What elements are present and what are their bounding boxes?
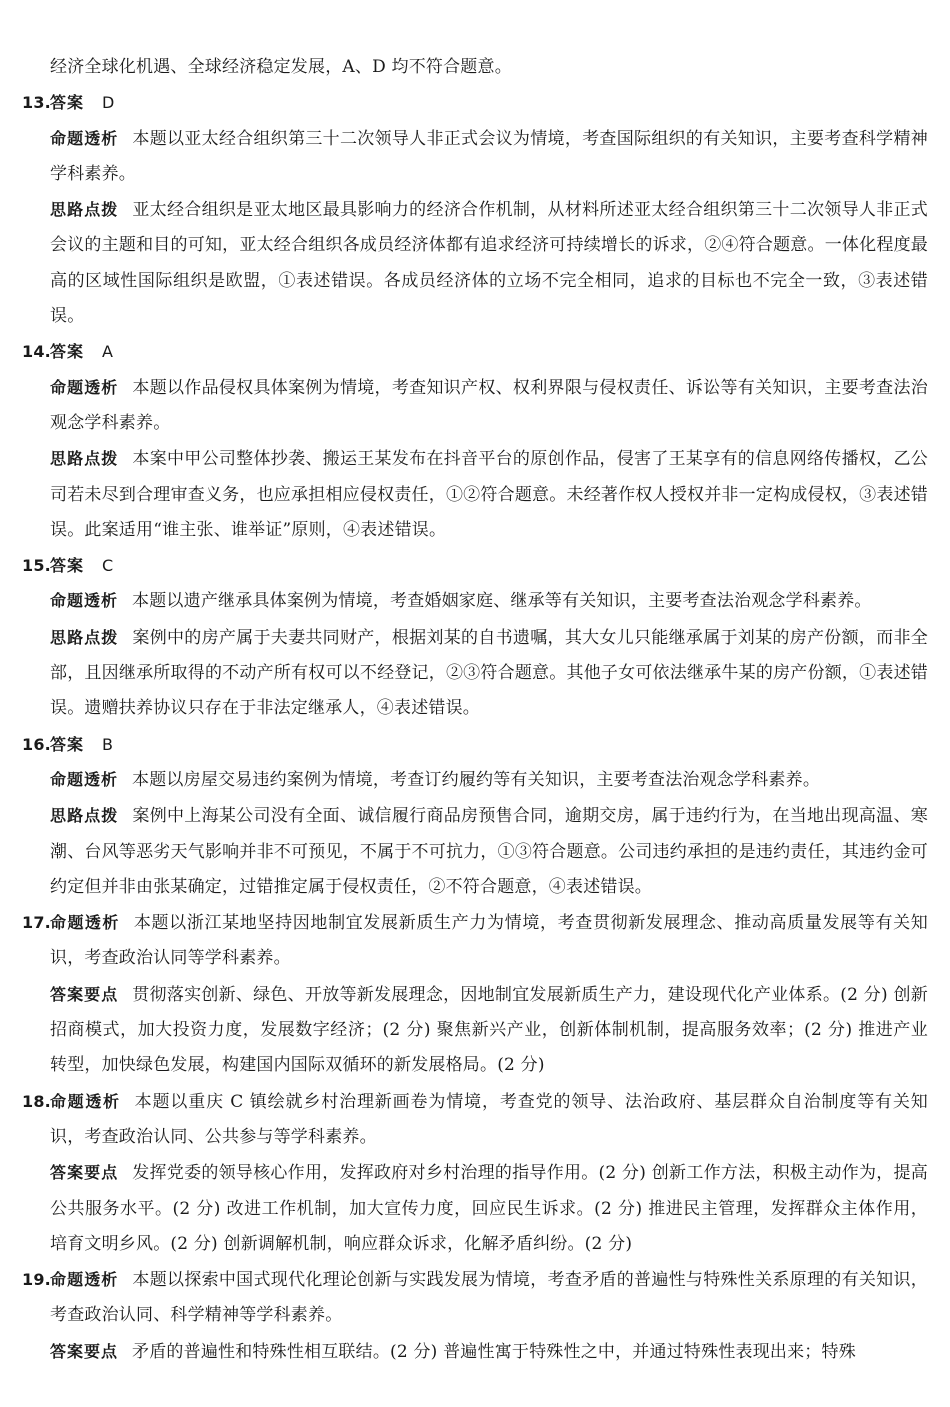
intent-text: 本题以房屋交易违约案例为情境，考查订约履约等有关知识，主要考查法治观念学科素养。 xyxy=(132,769,821,790)
answer-line xyxy=(22,85,928,120)
intent-paragraph xyxy=(22,583,928,619)
previous-answer-fragment: 经济全球化机遇、全球经济稳定发展，A、D 均不符合题意。 xyxy=(50,57,512,77)
question-number: 15. xyxy=(22,556,51,576)
key-points-text: 贯彻落实创新、绿色、开放等新发展理念，因地制宜发展新质生产力，建设现代化产业体系。(2 分) 创新招商模式，加大投资力度，发展数字经济；(2 分) 聚焦新兴产业，创新体制机制，提高服务效率；(2 分) 推进产业转型，加快绿色发展，构建国内国际双循环的新发展格局。(2 分) xyxy=(50,984,928,1076)
hint-label: 思路点拨 xyxy=(50,627,119,647)
key-points-label: 答案要点 xyxy=(50,1341,119,1361)
question-16 xyxy=(22,727,928,905)
intent-text: 本题以重庆 C 镇绘就乡村治理新画卷为情境，考查党的领导、法治政府、基层群众自治制度等有关知识，考查政治认同、公共参与等学科素养。 xyxy=(50,1091,928,1147)
intent-paragraph xyxy=(22,370,928,442)
intent-line xyxy=(22,1084,928,1156)
answer-line xyxy=(22,727,928,762)
intent-label: 命题透析 xyxy=(50,128,119,148)
answer-line xyxy=(22,548,928,583)
answer-choice: B xyxy=(102,734,114,754)
key-points-text: 矛盾的普遍性和特殊性相互联结。(2 分) 普遍性寓于特殊性之中，并通过特殊性表现出来；特殊 xyxy=(132,1341,856,1362)
answer-label: 答案 xyxy=(50,734,85,754)
question-17 xyxy=(22,905,928,1083)
answer-choice: D xyxy=(102,93,115,113)
intent-paragraph xyxy=(50,1084,928,1156)
hint-paragraph xyxy=(22,441,928,548)
hint-text: 案例中的房产属于夫妻共同财产，根据刘某的自书遗嘱，其大女儿只能继承属于刘某的房产份额，而非全部，且因继承所取得的不动产所有权可以不经登记，②③符合题意。其他子女可依法继承牛某的房产份额，①表述错误。遗赠扶养协议只存在于非法定继承人，④表述错误。 xyxy=(50,627,928,719)
hint-label: 思路点拨 xyxy=(50,806,119,826)
answer-label: 答案 xyxy=(50,342,85,362)
hint-paragraph xyxy=(22,798,928,905)
question-number: 19. xyxy=(22,1270,51,1290)
intent-line xyxy=(22,905,928,977)
intent-paragraph xyxy=(22,762,928,798)
key-points-label: 答案要点 xyxy=(50,984,119,1004)
intent-text: 本题以遗产继承具体案例为情境，考查婚姻家庭、继承等有关知识，主要考查法治观念学科素养。 xyxy=(132,591,872,612)
intent-text: 本题以浙江某地坚持因地制宜发展新质生产力为情境，考查贯彻新发展理念、推动高质量发展等有关知识，考查政治认同等学科素养。 xyxy=(50,913,928,969)
question-number: 16. xyxy=(22,734,51,754)
answer-line xyxy=(22,334,928,369)
intent-paragraph xyxy=(22,121,928,193)
question-14 xyxy=(22,334,928,548)
question-number: 17. xyxy=(22,913,51,933)
hint-paragraph xyxy=(22,192,928,334)
intent-label: 命题透析 xyxy=(50,1270,119,1290)
question-number: 14. xyxy=(22,342,51,362)
intent-label: 命题透析 xyxy=(50,377,119,397)
question-13 xyxy=(22,85,928,334)
key-points-label: 答案要点 xyxy=(50,1163,119,1183)
question-18 xyxy=(22,1084,928,1262)
intent-label: 命题透析 xyxy=(50,591,119,611)
key-points-paragraph xyxy=(22,1334,928,1370)
hint-label: 思路点拨 xyxy=(50,200,119,220)
intent-label: 命题透析 xyxy=(50,1091,121,1111)
key-points-text: 发挥党委的领导核心作用，发挥政府对乡村治理的指导作用。(2 分) 创新工作方法，积极主动作为，提高公共服务水平。(2 分) 改进工作机制，加大宣传力度，回应民生诉求。(2 分) 推进民主管理，发挥群众主体作用，培育文明乡风。(2 分) 创新调解机制，响应群众诉求，化解矛盾纠纷。(2 分) xyxy=(50,1163,928,1254)
intent-paragraph xyxy=(50,905,928,977)
intent-label: 命题透析 xyxy=(50,769,119,789)
question-number: 13. xyxy=(22,93,51,113)
question-19 xyxy=(22,1262,928,1370)
hint-text: 亚太经合组织是亚太地区最具影响力的经济合作机制，从材料所述亚太经合组织第三十二次领导人非正式会议的主题和目的可知，亚太经合组织各成员经济体都有追求经济可持续增长的诉求，②④符合题意。一体化程度最高的区域性国际组织是欧盟，①表述错误。各成员经济体的立场不完全相同，追求的目标也不完全一致，③表述错误。 xyxy=(50,200,928,327)
answer-choice: A xyxy=(102,342,114,362)
hint-label: 思路点拨 xyxy=(50,449,119,469)
question-15 xyxy=(22,548,928,726)
hint-paragraph xyxy=(22,620,928,727)
question-number: 18. xyxy=(22,1091,51,1111)
answer-label: 答案 xyxy=(50,556,85,576)
key-points-paragraph xyxy=(22,977,928,1084)
intent-label: 命题透析 xyxy=(50,913,120,933)
answer-label: 答案 xyxy=(50,93,85,113)
answer-choice: C xyxy=(102,556,114,576)
key-points-paragraph xyxy=(22,1155,928,1262)
intent-text: 本题以亚太经合组织第三十二次领导人非正式会议为情境，考查国际组织的有关知识，主要考查科学精神学科素养。 xyxy=(50,128,928,184)
hint-text: 案例中上海某公司没有全面、诚信履行商品房预售合同，逾期交房，属于违约行为，在当地出现高温、寒潮、台风等恶劣天气影响并非不可预见，不属于不可抗力，①③符合题意。公司违约承担的是违约责任，其违约金可约定但并非由张某确定，过错推定属于侵权责任，②不符合题意，④表述错误。 xyxy=(50,806,928,897)
hint-text: 本案中甲公司整体抄袭、搬运王某发布在抖音平台的原创作品，侵害了王某享有的信息网络传播权，乙公司若未尽到合理审查义务，也应承担相应侵权责任，①②符合题意。未经著作权人授权并非一定构成侵权，③表述错误。此案适用“谁主张、谁举证”原则，④表述错误。 xyxy=(50,449,928,540)
intent-paragraph xyxy=(50,1262,928,1334)
intent-line xyxy=(22,1262,928,1334)
intent-text: 本题以探索中国式现代化理论创新与实践发展为情境，考查矛盾的普遍性与特殊性关系原理的有关知识，考查政治认同、科学精神等学科素养。 xyxy=(50,1270,928,1326)
intent-text: 本题以作品侵权具体案例为情境，考查知识产权、权利界限与侵权责任、诉讼等有关知识，主要考查法治观念学科素养。 xyxy=(50,377,928,433)
